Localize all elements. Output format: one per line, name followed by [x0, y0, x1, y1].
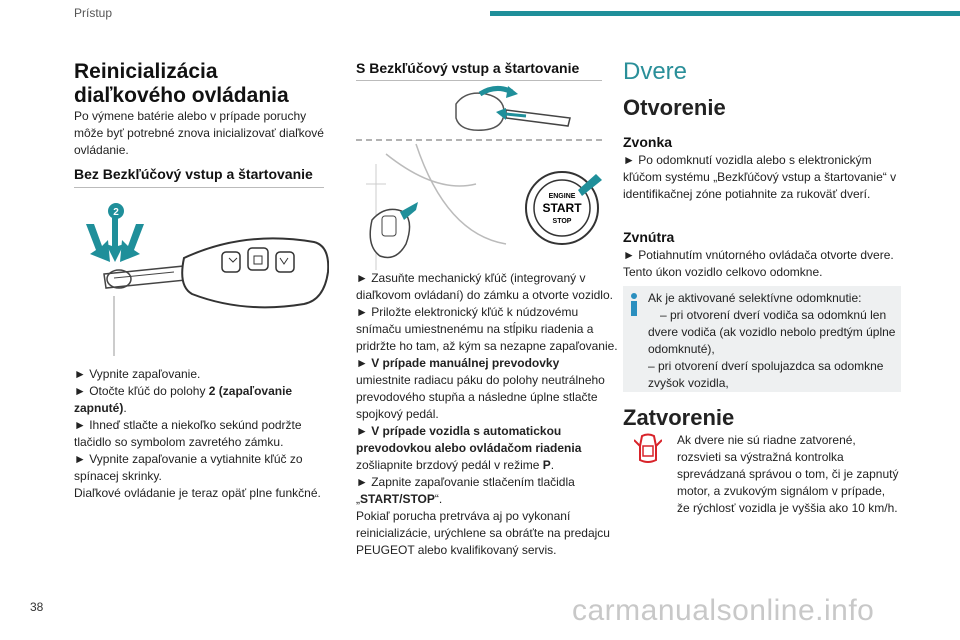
section-title-doors: Dvere — [623, 58, 688, 85]
section-title-remote-reinit: Reinicializácia diaľkového ovládania — [74, 60, 289, 107]
subtitle-with-keyless: S Bezkľúčový vstup a štartovanie — [356, 60, 580, 76]
lock-button-icon — [248, 248, 268, 270]
header-accent-bar — [490, 11, 960, 16]
heading-closing: Zatvorenie — [623, 405, 735, 430]
subtitle-rule-2 — [356, 80, 602, 81]
remote-functional-note: Diaľkové ovládanie je teraz opäť plne funkčné. — [74, 486, 321, 500]
closing-paragraph: Ak dvere nie sú riadne zatvorené, rozsvieti sa výstražná kontrolka sprevádzaná správou o tom, či je zapnutý motor, a zvukovým signálom v prípade, že rýchlosť vozidla je vyššia ako 10 km/h. — [677, 433, 899, 515]
fault-persists-note: Pokiaľ porucha pretrváva aj po vykonaní reinicializácie, urýchlene sa obráťte na predajcu PEUGEOT alebo kvalifikovaný servis. — [356, 509, 610, 557]
unlock-button-icon — [222, 252, 240, 272]
steps-without-keyless — [74, 366, 329, 502]
keyless-start-illustration — [356, 84, 616, 270]
step-press-start-stop: ► Zapnite zapaľovanie stlačením tlačidla „START/STOP“. — [356, 475, 575, 506]
button-label-engine: ENGINE — [548, 193, 576, 200]
inside-paragraph: ► Potiahnutím vnútorného ovládača otvorte dvere. Tento úkon vozidlo celkovo odomkne. — [623, 248, 894, 279]
watermark: carmanualsonline.info — [572, 594, 875, 627]
info-line-1: Ak je aktivované selektívne odomknutie: — [648, 291, 862, 305]
step-insert-key: ► Zasuňte mechanický kľúč (integrovaný v diaľkovom ovládaní) do zámku a otvorte vozidlo. — [356, 271, 613, 302]
mechanical-key-icon — [506, 110, 570, 126]
info-icon — [628, 292, 642, 316]
button-label-start: START — [542, 201, 582, 215]
page-number: 38 — [30, 600, 44, 614]
heading-outside: Zvonka — [623, 134, 673, 150]
step-badge-number: 2 — [113, 207, 119, 218]
button-label-stop: STOP — [552, 218, 572, 225]
step-turn-key: ► Otočte kľúč do polohy 2 (zapaľovanie zapnuté). — [74, 384, 293, 415]
subtitle-rule — [74, 187, 324, 188]
section-header: Prístup — [74, 6, 113, 20]
info-line-3: – pri otvorení dverí spolujazdca sa odomkne zvyšok vozidla, — [648, 359, 884, 390]
subtitle-without-keyless: Bez Bezkľúčový vstup a štartovanie — [74, 166, 313, 182]
step-hold-lock: ► Ihneď stlačte a niekoľko sekúnd podržte tlačidlo so symbolom zavretého zámku. — [74, 418, 302, 449]
press-arrows-icon — [86, 218, 144, 262]
step-remove-key: ► Vypnite zapaľovanie a vytiahnite kľúč zo spínacej skrinky. — [74, 452, 303, 483]
info-line-2: – pri otvorení dverí vodiča sa odomknú len dvere vodiča (ak vozidlo nebolo predtým úplne odomknuté), — [648, 308, 896, 356]
step-ignition-off: ► Vypnite zapaľovanie. — [74, 367, 201, 381]
step-hold-electronic-key: ► Priložte elektronický kľúč k núdzovému snímaču umiestnenému na stĺpiku riadenia a pridržte ho tam, až kým sa nezapne zapaľovanie. — [356, 305, 618, 353]
intro-paragraph: Po výmene batérie alebo v prípade poruchy môže byť potrebné znova inicializovať diaľkové ovládanie. — [74, 109, 324, 157]
key-fob-illustration — [74, 196, 329, 356]
outside-paragraph: ► Po odomknutí vozidla alebo s elektronickým kľúčom systému „Bezkľúčový vstup a štartovanie“ v identifikačnej zóne potiahnite za rukoväť dverí. — [623, 153, 897, 201]
steps-with-keyless — [356, 270, 618, 559]
heading-opening: Otvorenie — [623, 95, 726, 120]
heading-inside: Zvnútra — [623, 229, 675, 245]
step-automatic-gearbox: ► V prípade vozidla s automatickou prevodovkou alebo ovládačom riadenia zošliapnite brzdový pedál v režime P. — [356, 424, 582, 472]
step-manual-gearbox: ► V prípade manuálnej prevodovky umiestnite radiacu páku do polohy neutrálneho prevodového stupňa a následne úplne stlačte spojkový pedál. — [356, 356, 605, 421]
